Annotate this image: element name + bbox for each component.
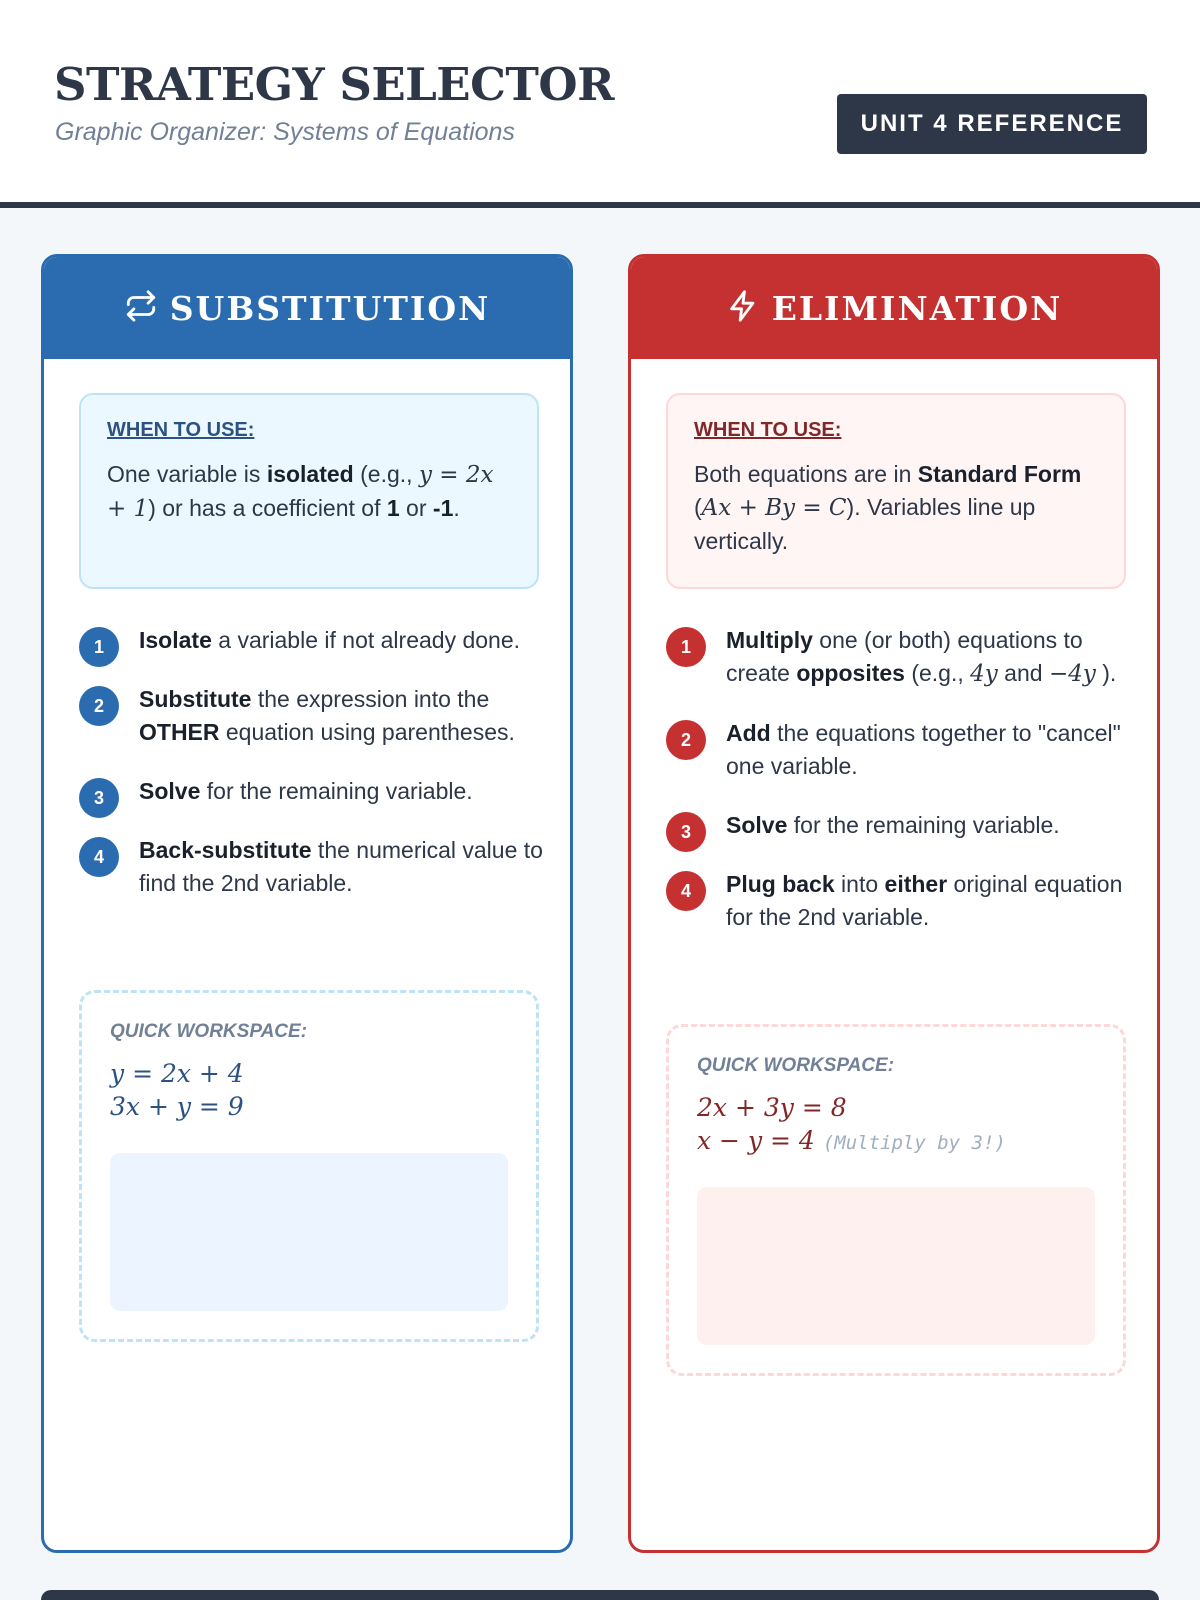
- substitution-workspace: [79, 990, 539, 1342]
- unit-badge: UNIT 4 REFERENCE: [837, 94, 1147, 154]
- step-text: Solve for the remaining variable.: [139, 778, 473, 804]
- step-number: 1: [79, 627, 119, 667]
- elimination-card: [628, 254, 1160, 1553]
- step-number: 4: [666, 871, 706, 911]
- substitution-card: [41, 254, 573, 1553]
- footer-bar: [41, 1590, 1159, 1600]
- step-item: [666, 624, 1136, 691]
- elimination-title: ELIMINATION: [771, 288, 1063, 328]
- workspace-equation: x − y = 4: [697, 1126, 815, 1155]
- step-item: [666, 809, 1136, 842]
- step-item: [666, 717, 1136, 783]
- lightning-bolt-icon: [726, 289, 772, 328]
- step-number: 2: [666, 720, 706, 760]
- step-text: Add the equations together to "cancel" one variable.: [726, 720, 1121, 779]
- when-to-use-text: One variable is isolated (e.g., y = 2x + 1) or has a coefficient of 1 or -1.: [107, 461, 494, 522]
- workspace-label: QUICK WORKSPACE:: [697, 1055, 895, 1076]
- substitution-header: [44, 257, 570, 359]
- page-title: STRATEGY SELECTOR: [54, 58, 614, 111]
- step-text: Plug back into either original equation for the 2nd variable.: [726, 871, 1123, 930]
- step-number: 2: [79, 686, 119, 726]
- workspace-equation: 2x + 3y = 8: [697, 1093, 847, 1122]
- workspace-writing-area[interactable]: [110, 1153, 508, 1311]
- step-item: [79, 775, 549, 808]
- step-text: Multiply one (or both) equations to create opposites (e.g., 4y and −4y ).: [726, 627, 1117, 687]
- elimination-header: [631, 257, 1157, 359]
- step-item: [79, 683, 549, 749]
- step-item: [79, 834, 549, 900]
- step-text: Substitute the expression into the OTHER equation using parentheses.: [139, 686, 515, 745]
- elimination-when-box: [666, 393, 1126, 589]
- when-to-use-label: WHEN TO USE:: [107, 419, 255, 441]
- substitution-when-box: [79, 393, 539, 589]
- workspace-hint: (Multiply by 3!): [822, 1132, 1006, 1154]
- step-number: 3: [79, 778, 119, 818]
- page-header: [0, 0, 1200, 208]
- when-to-use-label: WHEN TO USE:: [694, 419, 842, 441]
- when-to-use-text: Both equations are in Standard Form (Ax + By = C). Variables line up vertically.: [694, 461, 1082, 554]
- page-subtitle: Graphic Organizer: Systems of Equations: [55, 118, 515, 146]
- step-item: [79, 624, 549, 657]
- step-number: 3: [666, 812, 706, 852]
- workspace-writing-area[interactable]: [697, 1187, 1095, 1345]
- elimination-steps: [666, 624, 1136, 960]
- elimination-workspace: [666, 1024, 1126, 1376]
- workspace-label: QUICK WORKSPACE:: [110, 1021, 308, 1042]
- workspace-equation: y = 2x + 4: [110, 1059, 244, 1088]
- step-text: Isolate a variable if not already done.: [139, 627, 521, 653]
- workspace-equation-row: [697, 1124, 1095, 1160]
- step-number: 4: [79, 837, 119, 877]
- step-text: Solve for the remaining variable.: [726, 812, 1060, 838]
- substitution-title: SUBSTITUTION: [169, 288, 491, 328]
- swap-arrows-icon: [124, 289, 170, 328]
- step-text: Back-substitute the numerical value to find the 2nd variable.: [139, 837, 543, 896]
- substitution-steps: [79, 624, 549, 926]
- step-item: [666, 868, 1136, 934]
- step-number: 1: [666, 627, 706, 667]
- workspace-equation: 3x + y = 9: [110, 1092, 244, 1121]
